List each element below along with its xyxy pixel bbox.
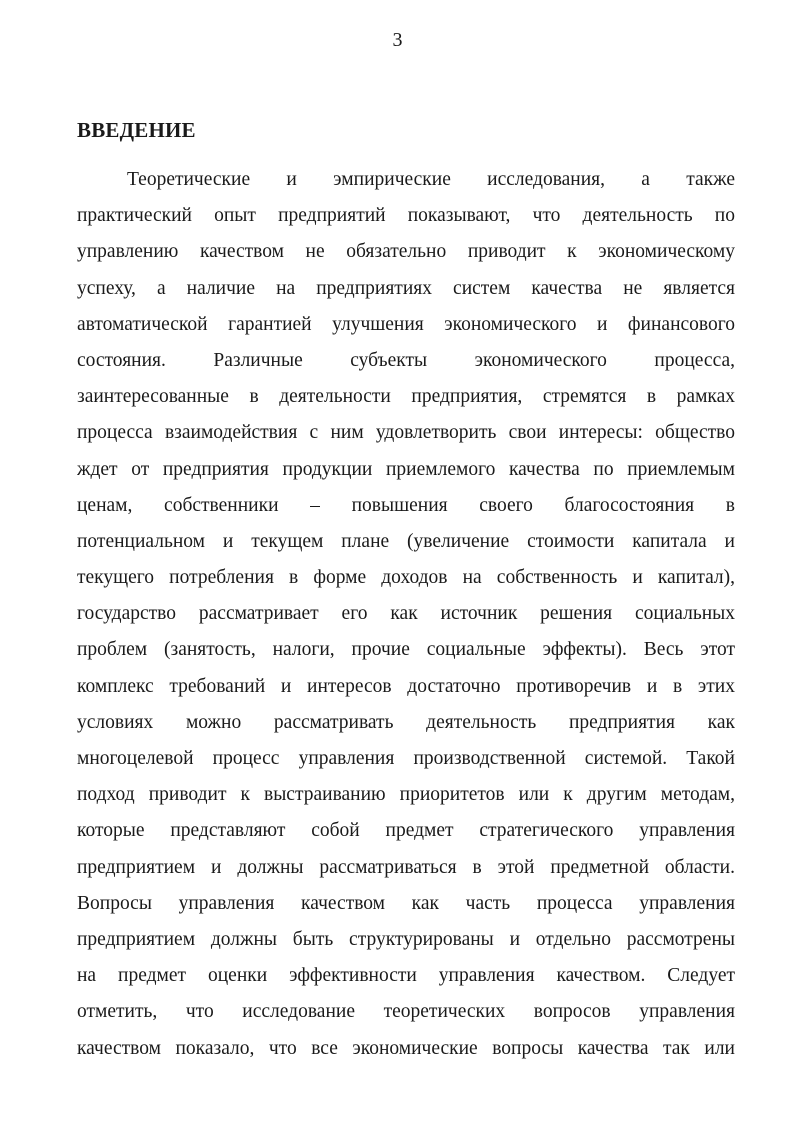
text-line: текущего потребления в форме доходов на собственность и капитал),	[77, 567, 735, 589]
text-line: на предмет оценки эффективности управления качеством. Следует	[77, 965, 735, 987]
text-line: которые представляют собой предмет стратегического управления	[77, 820, 735, 842]
text-line: проблем (занятость, налоги, прочие социальные эффекты). Весь этот	[77, 639, 735, 661]
text-line: успеху, а наличие на предприятиях систем качества не является	[77, 277, 735, 299]
text-line: практический опыт предприятий показывают, что деятельность по	[77, 205, 735, 227]
text-line: автоматической гарантией улучшения экономического и финансового	[77, 313, 735, 335]
text-line: управлению качеством не обязательно приводит к экономическому	[77, 241, 735, 263]
text-line: заинтересованные в деятельности предприятия, стремятся в рамках	[77, 386, 735, 408]
text-line: состояния. Различные субъекты экономического процесса,	[77, 349, 735, 371]
text-line: многоцелевой процесс управления производственной системой. Такой	[77, 748, 735, 769]
body-paragraph	[77, 162, 735, 1067]
text-line: Вопросы управления качеством как часть процесса управления	[77, 892, 735, 914]
text-line: ценам, собственники – повышения своего благосостояния в	[77, 494, 735, 516]
text-line: Теоретические и эмпирические исследования, а также	[127, 169, 735, 190]
text-line: предприятием должны быть структурированы и отдельно рассмотрены	[77, 928, 735, 950]
text-line: условиях можно рассматривать деятельность предприятия как	[77, 711, 735, 733]
page-number: 3	[392, 29, 403, 51]
text-line: подход приводит к выстраиванию приоритетов или к другим методам,	[77, 784, 735, 806]
text-line: государство рассматривает его как источник решения социальных	[77, 603, 735, 625]
text-line: предприятием и должны рассматриваться в этой предметной области.	[77, 856, 735, 878]
section-heading: ВВЕДЕНИЕ	[77, 118, 196, 142]
text-line: качеством показало, что все экономические вопросы качества так или	[77, 1037, 735, 1059]
text-line: процесса взаимодействия с ним удовлетворить свои интересы: общество	[77, 422, 735, 444]
text-line: ждет от предприятия продукции приемлемого качества по приемлемым	[77, 458, 735, 480]
text-line: потенциальном и текущем плане (увеличение стоимости капитала и	[77, 530, 735, 552]
text-line: комплекс требований и интересов достаточно противоречив и в этих	[77, 675, 735, 697]
text-line: отметить, что исследование теоретических вопросов управления	[77, 1001, 735, 1023]
